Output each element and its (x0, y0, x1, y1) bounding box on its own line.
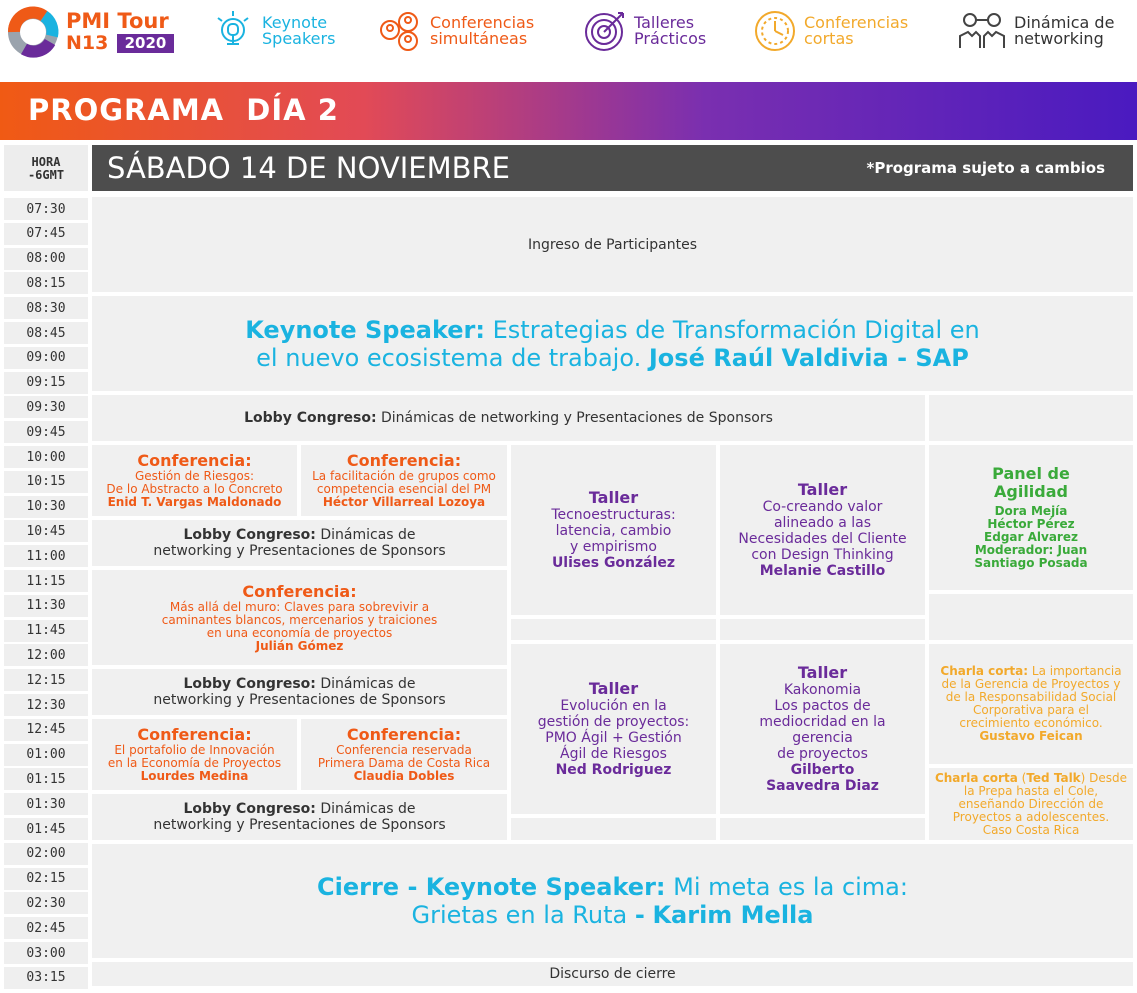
time-slot: 02:45 (4, 917, 88, 939)
taller4-l1: Kakonomia (783, 682, 862, 698)
cierre-speaker: Karim Mella (652, 901, 814, 929)
time-slot: 02:00 (4, 843, 88, 865)
taller2-label: Taller (797, 480, 848, 499)
session-conferencia-3[interactable] (92, 570, 507, 665)
time-slot: 11:30 (4, 595, 88, 617)
conf5-l2: Primera Dama de Costa Rica (317, 756, 491, 770)
nav-keynote[interactable] (210, 8, 335, 54)
charla2-paren-open: ( (1021, 770, 1027, 785)
session-cierre-keynote[interactable] (92, 844, 1133, 958)
taller1-l2: latencia, cambio (555, 523, 672, 539)
empty-cell (511, 818, 716, 840)
time-slot: 11:00 (4, 545, 88, 567)
lobby3-line2: networking y Presentaciones de Sponsors (153, 692, 446, 708)
taller2-l4: con Design Thinking (751, 547, 894, 563)
logo (4, 2, 184, 58)
time-slot: 07:45 (4, 223, 88, 245)
taller2-speaker: Melanie Castillo (759, 563, 886, 579)
time-slot: 11:15 (4, 570, 88, 592)
nav-talleres-line2: Prácticos (634, 29, 707, 48)
session-taller-3[interactable] (511, 644, 716, 814)
conf4-l1: El portafolio de Innovación (114, 743, 275, 757)
taller1-label: Taller (588, 488, 639, 507)
nav-keynote-line2: Speakers (262, 29, 336, 48)
empty-cell (720, 619, 925, 640)
time-slot: 09:15 (4, 372, 88, 394)
panel-p4: Moderador: Juan (974, 543, 1088, 557)
taller3-l1: Evolución en la (560, 698, 667, 714)
conf3-l2: caminantes blancos, mercenarios y traiciones (161, 612, 438, 627)
logo-n13: N13 (66, 32, 109, 54)
lobby3-label: Lobby Congreso: (183, 676, 316, 692)
time-slot: 10:00 (4, 446, 88, 468)
conf4-l2: en la Economía de Proyectos (107, 756, 282, 770)
charla2-paren-close: ) (1080, 770, 1086, 785)
session-lobby-4[interactable] (92, 794, 507, 840)
session-keynote-1[interactable] (92, 296, 1133, 391)
taller4-l2: Los pactos de (774, 698, 871, 714)
conf2-speaker: Héctor Villarreal Lozoya (322, 495, 486, 509)
logo-title: PMI Tour (66, 9, 169, 33)
charla1-l2: de la Gerencia de Proyectos y (941, 677, 1121, 691)
time-slot: 02:15 (4, 868, 88, 890)
charla1-speaker: Gustavo Feican (979, 729, 1083, 743)
taller3-l3: PMO Ágil + Gestión (545, 730, 682, 746)
charla1-l4: Corporativa para el (973, 703, 1089, 717)
charla2-ted: Ted Talk (1026, 770, 1081, 785)
time-slot: 01:45 (4, 818, 88, 840)
taller4-label: Taller (797, 663, 848, 682)
session-taller-1[interactable] (511, 445, 716, 615)
clock-icon (752, 8, 798, 54)
target-icon (582, 8, 628, 54)
conf3-l1: Más allá del muro: Claves para sobrevivir a (169, 599, 430, 614)
cierre-label: Cierre - Keynote Speaker: (317, 873, 666, 901)
conf2-label: Conferencia: (346, 451, 462, 470)
networking-icon (956, 8, 1008, 54)
lobby2-label: Lobby Congreso: (183, 527, 316, 543)
cierre-title-a: Mi meta es la cima: (673, 873, 908, 901)
keynote1-title-b: el nuevo ecosistema de trabajo. (256, 343, 642, 372)
session-charla-corta-1[interactable] (929, 644, 1133, 764)
conf3-speaker: Julián Gómez (255, 638, 344, 653)
taller1-l3: y empirismo (570, 539, 657, 555)
time-slot: 01:30 (4, 793, 88, 815)
session-lobby-1[interactable] (92, 395, 925, 441)
day-date: SÁBADO 14 DE NOVIEMBRE (107, 151, 510, 185)
taller2-l1: Co-creando valor (762, 499, 883, 515)
taller4-speaker2: Saavedra Diaz (766, 778, 879, 794)
discurso-text: Discurso de cierre (549, 966, 676, 982)
nav-cortas-line2: cortas (804, 29, 854, 48)
charla2-l5: Caso Costa Rica (982, 822, 1080, 837)
charla1-l1: La importancia (1031, 664, 1122, 678)
empty-cell (720, 818, 925, 840)
lobby2-line2: networking y Presentaciones de Sponsors (153, 543, 446, 559)
time-slot: 01:00 (4, 744, 88, 766)
empty-cell (929, 594, 1133, 640)
conf1-label: Conferencia: (137, 451, 252, 470)
logo-ring-icon (4, 2, 64, 58)
panel-title1: Panel de (992, 464, 1070, 483)
time-slot: 12:30 (4, 694, 88, 716)
people-group-icon (378, 8, 424, 54)
panel-p3: Edgar Alvarez (984, 530, 1078, 544)
time-slot: 12:45 (4, 719, 88, 741)
nav-conf-line2: simultáneas (430, 29, 528, 48)
conf3-l3: en una economía de proyectos (206, 625, 393, 640)
taller3-speaker: Ned Rodriguez (555, 762, 672, 778)
conf5-l1: Conferencia reservada (336, 743, 472, 757)
time-slot: 10:30 (4, 496, 88, 518)
time-slot: 11:45 (4, 620, 88, 642)
session-panel-agilidad[interactable] (929, 445, 1133, 590)
nav-conf-line1: Conferencias (430, 13, 535, 32)
conf3-label: Conferencia: (242, 581, 357, 601)
time-slot: 10:45 (4, 520, 88, 542)
time-slot: 09:00 (4, 347, 88, 369)
time-slot: 12:15 (4, 669, 88, 691)
conf1-speaker: Enid T. Vargas Maldonado (107, 495, 282, 509)
keynote-icon (210, 8, 256, 54)
session-conferencia-1[interactable] (92, 445, 297, 516)
cierre-line1 (317, 873, 908, 901)
conf1-l1: Gestión de Riesgos: (134, 469, 255, 483)
gmt-label: -6GMT (27, 168, 65, 182)
keynote1-title-a: Estrategias de Transformación Digital en (492, 315, 980, 344)
time-slot: 03:15 (4, 967, 88, 989)
time-slot: 08:45 (4, 322, 88, 344)
charla1-label: Charla corta: (940, 664, 1029, 678)
day-note: *Programa sujeto a cambios (866, 159, 1105, 177)
session-conferencia-4[interactable] (92, 719, 297, 790)
charla2-l3: enseñando Dirección de (958, 796, 1104, 811)
conf5-label: Conferencia: (346, 725, 462, 744)
session-discurso-cierre[interactable] (92, 962, 1133, 986)
taller2-l3: Necesidades del Cliente (738, 531, 907, 547)
charla2-l4: Proyectos a adolescentes. (952, 809, 1110, 824)
taller4-speaker1: Gilberto (790, 762, 855, 778)
session-conferencia-2[interactable] (301, 445, 507, 516)
session-ingreso[interactable] (92, 197, 1133, 292)
taller4-l3: mediocridad en la (759, 714, 886, 730)
cierre-title-b: Grietas en la Ruta (411, 901, 628, 929)
time-slot: 02:30 (4, 892, 88, 914)
time-slot: 01:15 (4, 768, 88, 790)
lobby1-desc: Dinámicas de networking y Presentaciones de Sponsors (381, 410, 773, 426)
nav-networking[interactable] (956, 8, 1114, 54)
program-banner (0, 82, 1137, 140)
charla2-label: Charla corta (934, 770, 1018, 785)
taller3-label: Taller (588, 679, 639, 698)
taller1-l1: Tecnoestructuras: (551, 507, 676, 523)
conf2-l1: La facilitación de grupos como (312, 469, 496, 483)
time-slot: 09:30 (4, 396, 88, 418)
keynote1-speaker: José Raúl Valdivia - SAP (648, 343, 969, 372)
lobby4-label: Lobby Congreso: (183, 801, 316, 817)
session-conferencia-5[interactable] (301, 719, 507, 790)
nav-cortas-line1: Conferencias (804, 13, 909, 32)
session-charla-corta-2[interactable] (929, 768, 1133, 840)
charla2-l2: la Prepa hasta el Cole, (963, 783, 1099, 798)
lobby4-line1 (183, 801, 415, 817)
session-taller-2[interactable] (720, 445, 925, 615)
taller4-l4: gerencia (792, 730, 853, 746)
panel-p2: Héctor Pérez (987, 517, 1075, 531)
nav-talleres[interactable] (582, 8, 706, 54)
time-slot: 03:00 (4, 942, 88, 964)
session-taller-4[interactable] (720, 644, 925, 814)
time-slot: 08:30 (4, 297, 88, 319)
time-slot: 09:45 (4, 421, 88, 443)
nav-networking-line1: Dinámica de (1014, 13, 1115, 32)
nav-conferencias-cortas[interactable] (752, 8, 908, 54)
keynote1-line2 (256, 344, 969, 372)
nav-talleres-line1: Talleres (634, 13, 695, 32)
keynote1-line1 (245, 316, 980, 344)
charla2-l1: Desde (1089, 770, 1128, 785)
conf4-label: Conferencia: (137, 725, 252, 744)
charla1-l5: crecimiento económico. (959, 716, 1103, 730)
cierre-line2 (412, 901, 814, 929)
time-slot: 08:00 (4, 248, 88, 270)
lobby2-line1 (183, 527, 415, 543)
panel-title2: Agilidad (994, 482, 1068, 501)
time-slot: 10:15 (4, 471, 88, 493)
time-slot: 12:00 (4, 644, 88, 666)
lobby4-line2: networking y Presentaciones de Sponsors (153, 817, 446, 833)
nav-conferencias-simultaneas[interactable] (378, 8, 534, 54)
nav-networking-line2: networking (1014, 29, 1104, 48)
lobby2-desc1: Dinámicas de (320, 527, 416, 543)
taller1-speaker: Ulises González (551, 555, 676, 571)
empty-cell (511, 619, 716, 640)
session-lobby-2[interactable] (92, 520, 507, 566)
time-slot: 08:15 (4, 272, 88, 294)
lobby4-desc1: Dinámicas de (320, 801, 416, 817)
ingreso-text: Ingreso de Participantes (527, 236, 698, 253)
conf1-l2: De lo Abstracto a lo Concreto (106, 482, 283, 496)
empty-cell (929, 395, 1133, 441)
day-header (92, 145, 1133, 191)
lobby3-desc1: Dinámicas de (320, 676, 416, 692)
session-lobby-3[interactable] (92, 669, 507, 715)
logo-year: 2020 (117, 34, 174, 53)
hora-header (4, 145, 88, 191)
lobby1-text (244, 410, 773, 426)
panel-p5: Santiago Posada (974, 556, 1088, 570)
conf2-l2: competencia esencial del PM (316, 482, 492, 496)
lobby1-label: Lobby Congreso: (244, 410, 377, 426)
conf4-speaker: Lourdes Medina (140, 769, 249, 783)
charla1-l3: de la Responsabilidad Social (945, 690, 1117, 704)
taller2-l2: alineado a las (773, 515, 872, 531)
taller3-l4: Ágil de Riesgos (560, 746, 667, 762)
cierre-dash: - (634, 901, 645, 929)
conf5-speaker: Claudia Dobles (353, 769, 455, 783)
charla2-line1 (935, 772, 1127, 785)
lobby3-line1 (183, 676, 415, 692)
keynote1-label: Keynote Speaker: (245, 315, 485, 344)
hora-label: HORA (31, 155, 61, 169)
banner-title: PROGRAMA DÍA 2 (28, 93, 339, 127)
time-slot: 07:30 (4, 198, 88, 220)
panel-p1: Dora Mejía (994, 504, 1068, 518)
taller4-l5: de proyectos (777, 746, 868, 762)
nav-keynote-line1: Keynote (262, 13, 328, 32)
taller3-l2: gestión de proyectos: (537, 714, 690, 730)
